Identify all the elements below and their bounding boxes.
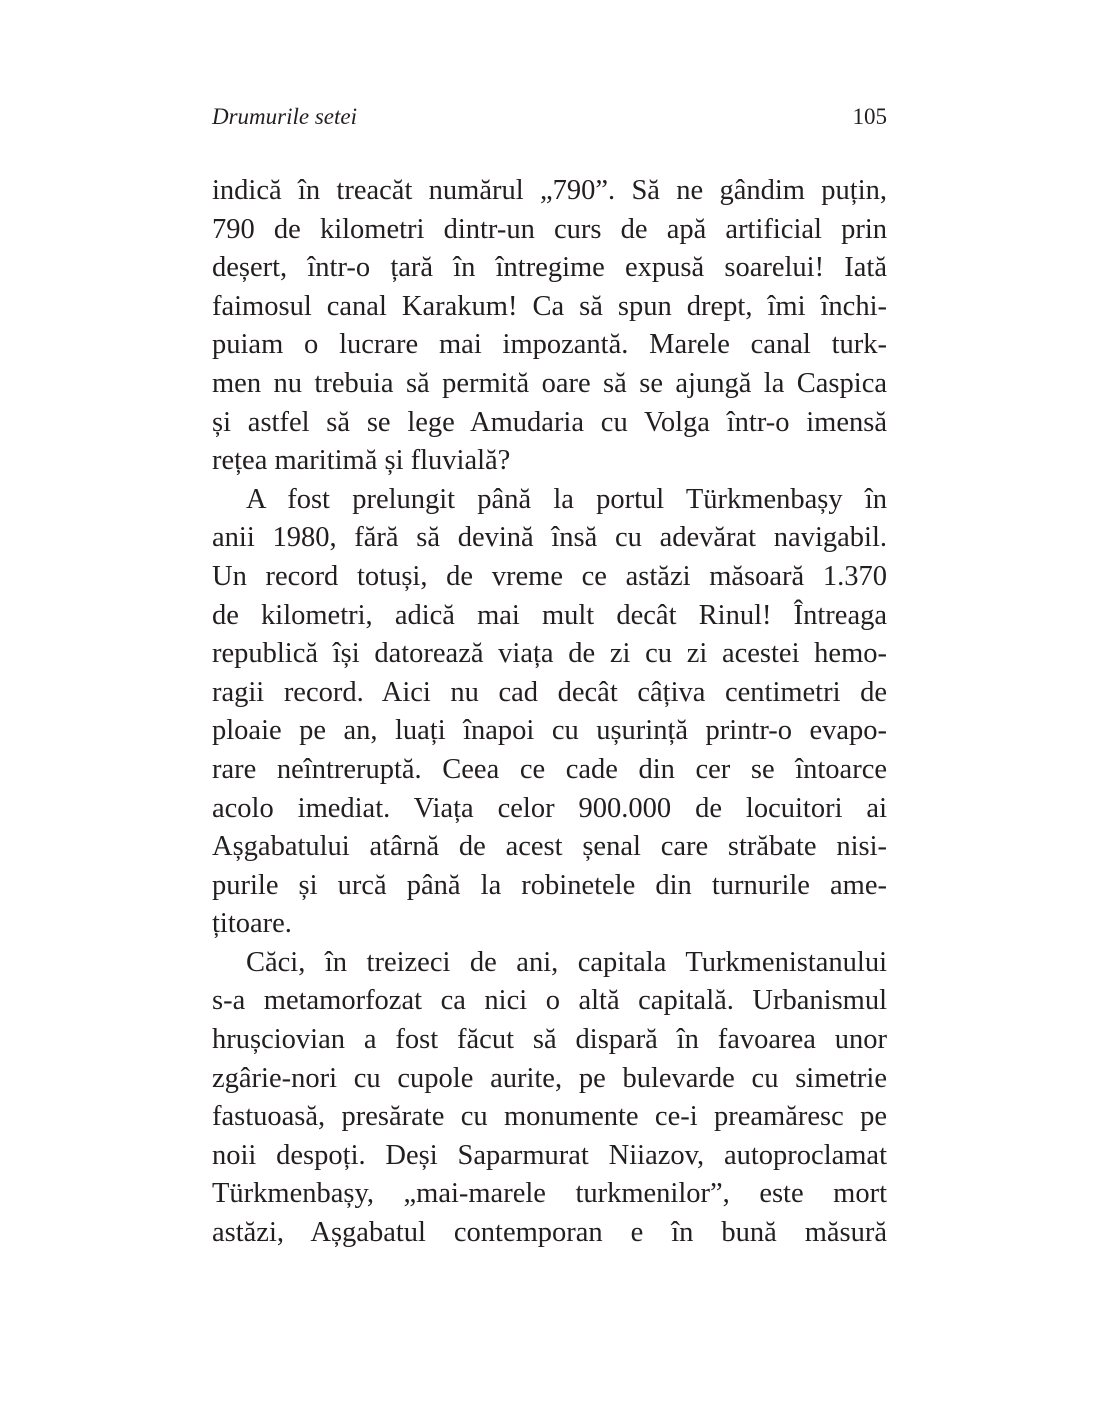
text-line: men nu trebuia să permită oare să se ajungă la Caspica <box>212 367 887 399</box>
text-line: Un record totuși, de vreme ce astăzi măsoară 1.370 <box>212 560 887 592</box>
text-line: 790 de kilometri dintr-un curs de apă artificial prin <box>212 213 887 245</box>
paragraph <box>212 481 887 944</box>
text-line: deșert, într-o țară în întregime expusă soarelui! Iată <box>212 252 887 284</box>
running-title: Drumurile setei <box>212 104 358 129</box>
paragraph <box>212 172 887 481</box>
text-line: rețea maritimă și fluvială? <box>212 445 511 477</box>
text-line: Căci, în treizeci de ani, capitala Turkmenistanului <box>246 946 887 978</box>
text-line: anii 1980, fără să devină însă cu adevărat navigabil. <box>212 522 887 554</box>
text-line: acolo imediat. Viața celor 900.000 de locuitori ai <box>212 792 887 824</box>
text-line: țitoare. <box>212 908 292 940</box>
text-line: astăzi, Așgabatul contemporan e în bună măsură <box>212 1217 887 1249</box>
text-line: ragii record. Aici nu cad decât câțiva centimetri de <box>212 676 887 708</box>
text-line: A fost prelungit până la portul Türkmenbașy în <box>246 483 887 515</box>
text-line: purile și urcă până la robinetele din turnurile ame- <box>212 869 887 901</box>
text-line: de kilometri, adică mai mult decât Rinul! Întreaga <box>212 599 887 631</box>
text-line: ploaie pe an, luați înapoi cu ușurință printr-o evapo- <box>212 715 887 747</box>
body-text <box>212 172 887 1253</box>
text-line: s-a metamorfozat ca nici o altă capitală. Urbanismul <box>212 985 887 1017</box>
text-line: Așgabatului atârnă de acest șenal care străbate nisi- <box>212 831 887 863</box>
text-line: rare neîntreruptă. Ceea ce cade din cer se întoarce <box>212 753 887 785</box>
text-line: puiam o lucrare mai impozantă. Marele canal turk- <box>212 329 887 361</box>
text-line: hrușciovian a fost făcut să dispară în favoarea unor <box>212 1024 887 1056</box>
running-header <box>212 104 887 134</box>
text-line: fastuoasă, presărate cu monumente ce-i preamăresc pe <box>212 1101 887 1133</box>
paragraph <box>212 944 887 1253</box>
text-line: și astfel să se lege Amudaria cu Volga într-o imensă <box>212 406 887 438</box>
text-line: indică în treacăt numărul „790”. Să ne gândim puțin, <box>212 175 887 206</box>
text-line: faimosul canal Karakum! Ca să spun drept, îmi închi- <box>212 290 887 322</box>
text-line: Türkmenbașy, „mai-marele turkmenilor”, este mort <box>212 1178 887 1210</box>
page-number: 105 <box>852 104 887 129</box>
text-line: noii despoți. Deși Saparmurat Niiazov, autoproclamat <box>212 1139 887 1171</box>
text-line: republică își datorează viața de zi cu zi acestei hemo- <box>212 638 887 670</box>
text-line: zgârie-nori cu cupole aurite, pe bulevarde cu simetrie <box>212 1062 887 1094</box>
